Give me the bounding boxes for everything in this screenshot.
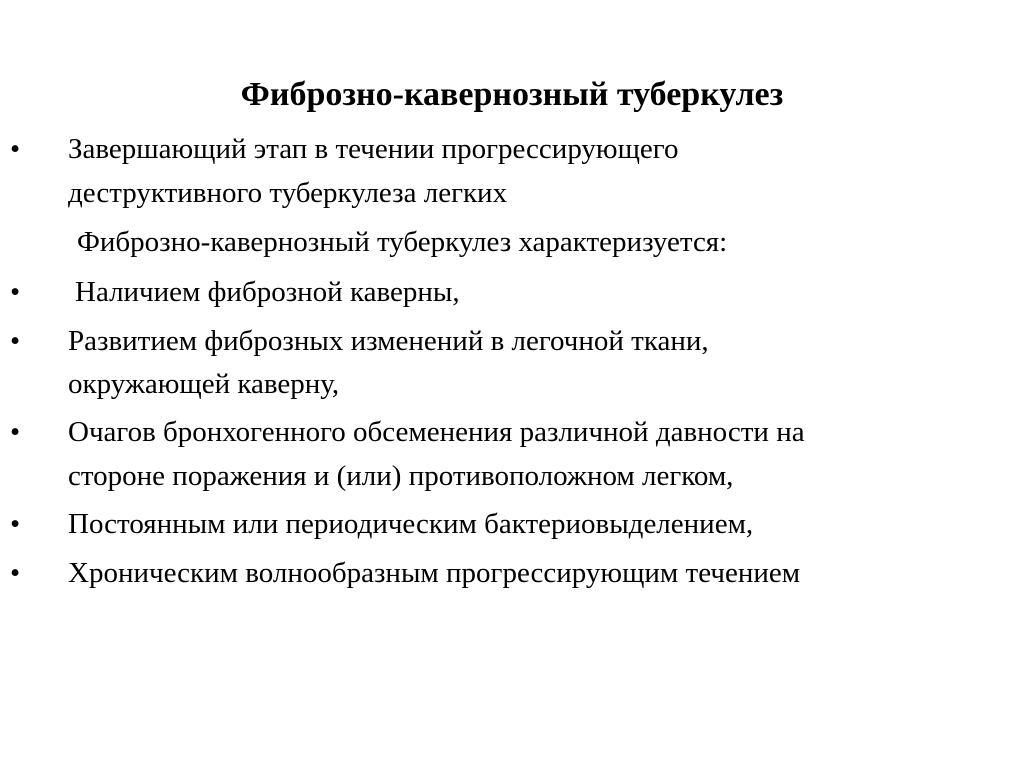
bullet-text-line: деструктивного туберкулеза легких bbox=[68, 177, 508, 209]
bullet-text-line: Очагов бронхогенного обсеменения различной давности на bbox=[68, 416, 805, 448]
bullet-marker: • bbox=[10, 276, 21, 308]
slide-title: Фиброзно-кавернозный туберкулез bbox=[240, 76, 784, 113]
bullet-text-line: Наличием фиброзной каверны, bbox=[75, 276, 460, 308]
bullet-text-line: Развитием фиброзных изменений в легочной ткани, bbox=[68, 325, 709, 357]
bullet-text-line: стороне поражения и (или) противоположном легком, bbox=[68, 460, 734, 492]
subheading-text: Фиброзно-кавернозный туберкулез характеризуется: bbox=[77, 226, 728, 258]
bullet-text-line: Завершающий этап в течении прогрессирующего bbox=[68, 133, 679, 165]
bullet-marker: • bbox=[10, 133, 21, 165]
bullet-marker: • bbox=[10, 508, 21, 540]
bullet-marker: • bbox=[10, 416, 21, 448]
bullet-text-line: Постоянным или периодическим бактериовыделением, bbox=[68, 508, 754, 540]
bullet-text-line: окружающей каверну, bbox=[68, 368, 340, 400]
bullet-marker: • bbox=[10, 325, 21, 357]
bullet-text-line: Хроническим волнообразным прогрессирующим течением bbox=[68, 557, 801, 589]
bullet-marker: • bbox=[10, 557, 21, 589]
